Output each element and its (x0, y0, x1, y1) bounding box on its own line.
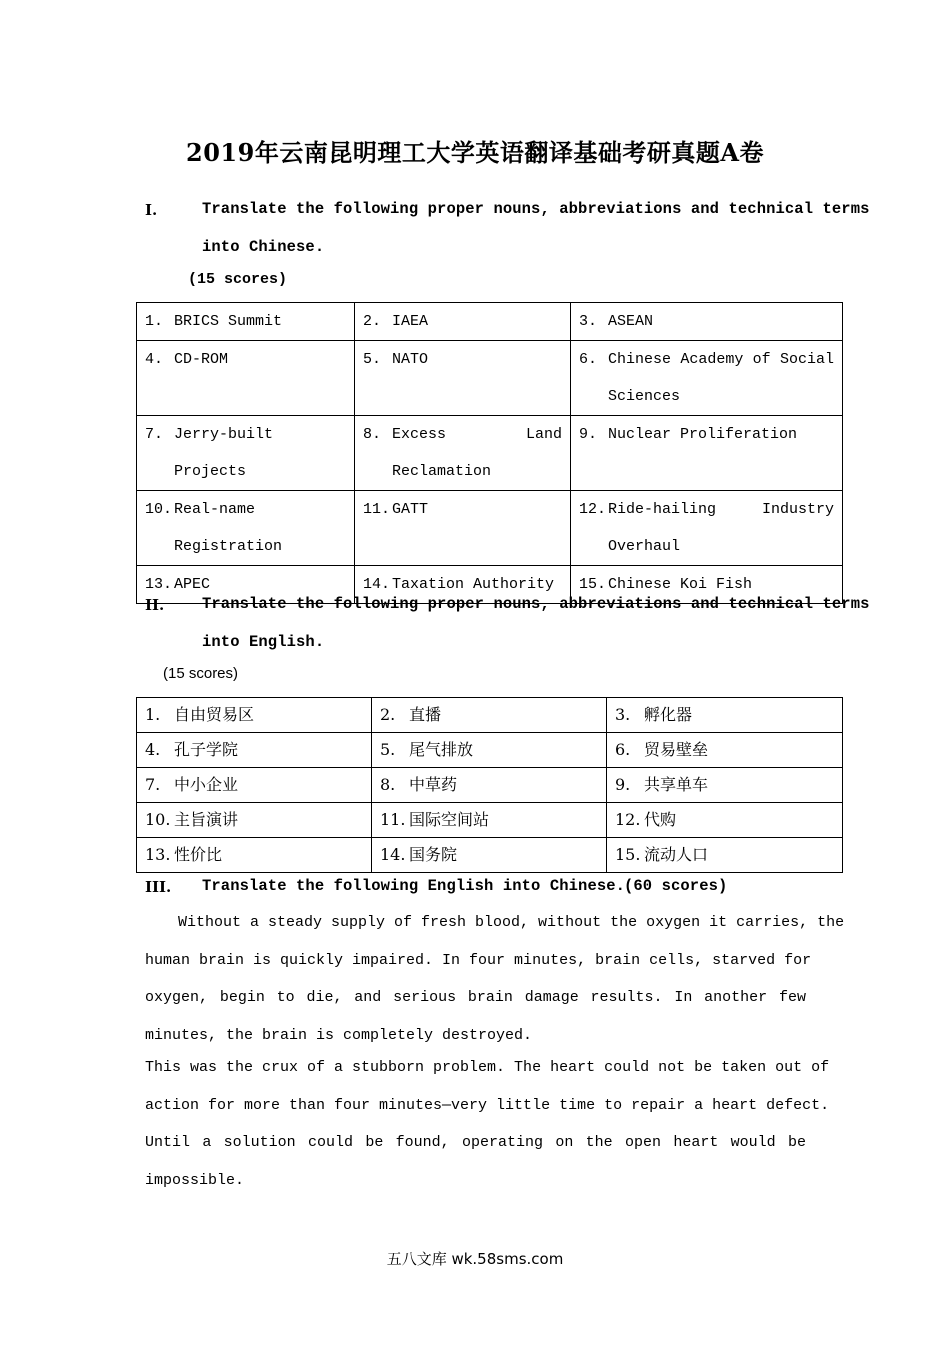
term-number: 13. (145, 845, 171, 864)
term-item (579, 491, 834, 565)
passage-line: human brain is quickly impaired. In four minutes, brain cells, starved for (145, 951, 812, 969)
table-cell (571, 303, 843, 341)
term-text (174, 303, 346, 340)
term-item (363, 491, 562, 528)
term-number: 4. (145, 351, 164, 368)
term-text-line: Ride-hailing Industry (608, 501, 834, 518)
table-cell (607, 768, 843, 803)
term-text: 直播 (409, 705, 442, 724)
term-text-line: BRICS Summit (174, 313, 283, 330)
table-cell (137, 838, 372, 873)
table-row (137, 491, 843, 566)
term-text-line: Excess Land (392, 426, 562, 443)
table-row (137, 303, 843, 341)
term-text (174, 341, 346, 378)
term-text-line: Reclamation (392, 463, 492, 480)
term-text (608, 303, 834, 340)
passage-line: oxygen, begin to die, and serious brain damage results. In another few (145, 989, 806, 1006)
term-text (174, 416, 346, 490)
term-number: 9. (615, 775, 631, 794)
term-number: 1. (145, 313, 164, 330)
term-text-line: Chinese Koi Fish (608, 576, 753, 593)
term-number: 9. (579, 426, 598, 443)
term-number: 12. (579, 501, 607, 518)
table-cell (372, 838, 607, 873)
table-cell (137, 491, 355, 566)
term-number: 11. (363, 501, 391, 518)
term-text: 中小企业 (174, 775, 239, 794)
table-cell (137, 733, 372, 768)
passage-line: Without a steady supply of fresh blood, without the oxygen it carries, the (178, 914, 845, 931)
table-cell (607, 838, 843, 873)
term-number: 2. (363, 313, 382, 330)
footer-watermark: 五八文库 wk.58sms.com (386, 1250, 564, 1268)
table-cell (355, 491, 571, 566)
table-cell (137, 303, 355, 341)
term-text-line: Nuclear Proliferation (608, 426, 798, 443)
terms-table-english (136, 302, 843, 604)
term-text: 孔子学院 (174, 740, 239, 759)
section-3-number: III. (145, 878, 172, 896)
page-title: 2019年云南昆明理工大学英语翻译基础考研真题A卷 (186, 138, 764, 167)
term-text-line: NATO (392, 351, 429, 368)
term-text-line: Chinese Academy of Social (608, 351, 834, 368)
passage-line: minutes, the brain is completely destroyed. (145, 1026, 533, 1044)
term-text: 代购 (644, 810, 677, 829)
term-text (608, 341, 834, 415)
passage-line: This was the crux of a stubborn problem. The heart could not be taken out of (145, 1059, 830, 1076)
term-number: 15. (579, 576, 607, 593)
table-cell (355, 416, 571, 491)
term-number: 6. (615, 740, 631, 759)
table-cell (571, 491, 843, 566)
table-cell (607, 698, 843, 733)
section-2-instruction-line2: into English. (202, 633, 325, 651)
term-text-line: IAEA (392, 313, 429, 330)
term-text-line: Sciences (608, 388, 681, 405)
term-number: 10. (145, 501, 173, 518)
term-text: 共享单车 (644, 775, 709, 794)
term-text: 中草药 (409, 775, 458, 794)
table-cell (372, 803, 607, 838)
table-cell (137, 803, 372, 838)
term-text-line: Jerry-built Projects (174, 426, 274, 480)
table-row (137, 733, 843, 768)
term-item (363, 416, 562, 490)
term-item (579, 303, 834, 340)
term-number: 1. (145, 705, 161, 724)
table-cell (607, 733, 843, 768)
term-text: 流动人口 (644, 845, 709, 864)
term-text: 贸易壁垒 (644, 740, 709, 759)
term-item (145, 341, 346, 378)
table-cell (355, 341, 571, 416)
table-cell (137, 698, 372, 733)
term-number: 8. (363, 426, 382, 443)
term-text (608, 416, 834, 453)
term-text: 尾气排放 (409, 740, 474, 759)
term-item (579, 341, 834, 415)
terms-table-chinese (136, 697, 843, 873)
term-text (392, 341, 562, 378)
table-cell (137, 416, 355, 491)
term-number: 3. (615, 705, 631, 724)
table-cell (137, 341, 355, 416)
table-cell (372, 733, 607, 768)
table-cell (372, 698, 607, 733)
term-text-line: CD-ROM (174, 351, 229, 368)
table-cell (607, 803, 843, 838)
term-text: 性价比 (174, 845, 223, 864)
term-text: 主旨演讲 (174, 810, 239, 829)
term-text (392, 303, 562, 340)
table-row (137, 768, 843, 803)
term-number: 7. (145, 775, 161, 794)
term-number: 13. (145, 576, 173, 593)
passage-paragraph-2 (145, 1049, 830, 1199)
term-number: 5. (380, 740, 396, 759)
passage-paragraph-1 (145, 904, 845, 1054)
term-text (608, 491, 834, 565)
section-3-scores: (60 scores) (624, 877, 728, 895)
table-cell (355, 303, 571, 341)
section-1-number: I. (145, 201, 158, 219)
passage-line: Until a solution could be found, operating on the open heart would be (145, 1134, 806, 1151)
term-item (145, 416, 346, 490)
term-number: 15. (615, 845, 641, 864)
table-row (137, 838, 843, 873)
table-row (137, 698, 843, 733)
section-1-instruction-line1: Translate the following proper nouns, abbreviations and technical terms (202, 200, 870, 218)
passage-line: impossible. (145, 1171, 245, 1189)
section-1-instruction-line2: into Chinese. (202, 238, 325, 256)
term-text: 孵化器 (644, 705, 693, 724)
section-2-instruction-line1: Translate the following proper nouns, abbreviations and technical terms (202, 595, 870, 613)
term-text: 国际空间站 (409, 810, 490, 829)
term-number: 4. (145, 740, 161, 759)
term-item (145, 303, 346, 340)
term-number: 3. (579, 313, 598, 330)
term-item (145, 491, 346, 565)
term-text-line: APEC (174, 576, 211, 593)
term-text-line: GATT (392, 501, 429, 518)
section-2-scores: (15 scores) (163, 665, 239, 682)
table-cell (571, 416, 843, 491)
term-text (392, 491, 562, 528)
section-2-number: II. (145, 596, 165, 614)
term-item (579, 416, 834, 453)
term-text-line: Taxation Authority (392, 576, 555, 593)
term-text (174, 491, 346, 565)
term-item (363, 303, 562, 340)
term-text (392, 416, 562, 490)
term-number: 14. (363, 576, 391, 593)
term-item (363, 341, 562, 378)
section-3-instruction: Translate the following English into Chinese. (202, 877, 626, 895)
term-number: 11. (380, 810, 406, 829)
term-number: 12. (615, 810, 641, 829)
term-number: 6. (579, 351, 598, 368)
term-number: 7. (145, 426, 164, 443)
term-text-line: Overhaul (608, 538, 681, 555)
term-text-line: ASEAN (608, 313, 654, 330)
term-number: 2. (380, 705, 396, 724)
table-row (137, 341, 843, 416)
table-row (137, 803, 843, 838)
section-1-scores: (15 scores) (188, 271, 288, 288)
term-number: 8. (380, 775, 396, 794)
term-text: 国务院 (409, 845, 458, 864)
passage-line: action for more than four minutes—very little time to repair a heart defect. (145, 1096, 830, 1114)
table-cell (571, 341, 843, 416)
term-text-line: Registration (174, 538, 283, 555)
table-cell (137, 768, 372, 803)
term-text-line: Real-name (174, 501, 256, 518)
term-number: 14. (380, 845, 406, 864)
term-text: 自由贸易区 (174, 705, 255, 724)
term-number: 5. (363, 351, 382, 368)
table-row (137, 416, 843, 491)
table-cell (372, 768, 607, 803)
term-number: 10. (145, 810, 171, 829)
